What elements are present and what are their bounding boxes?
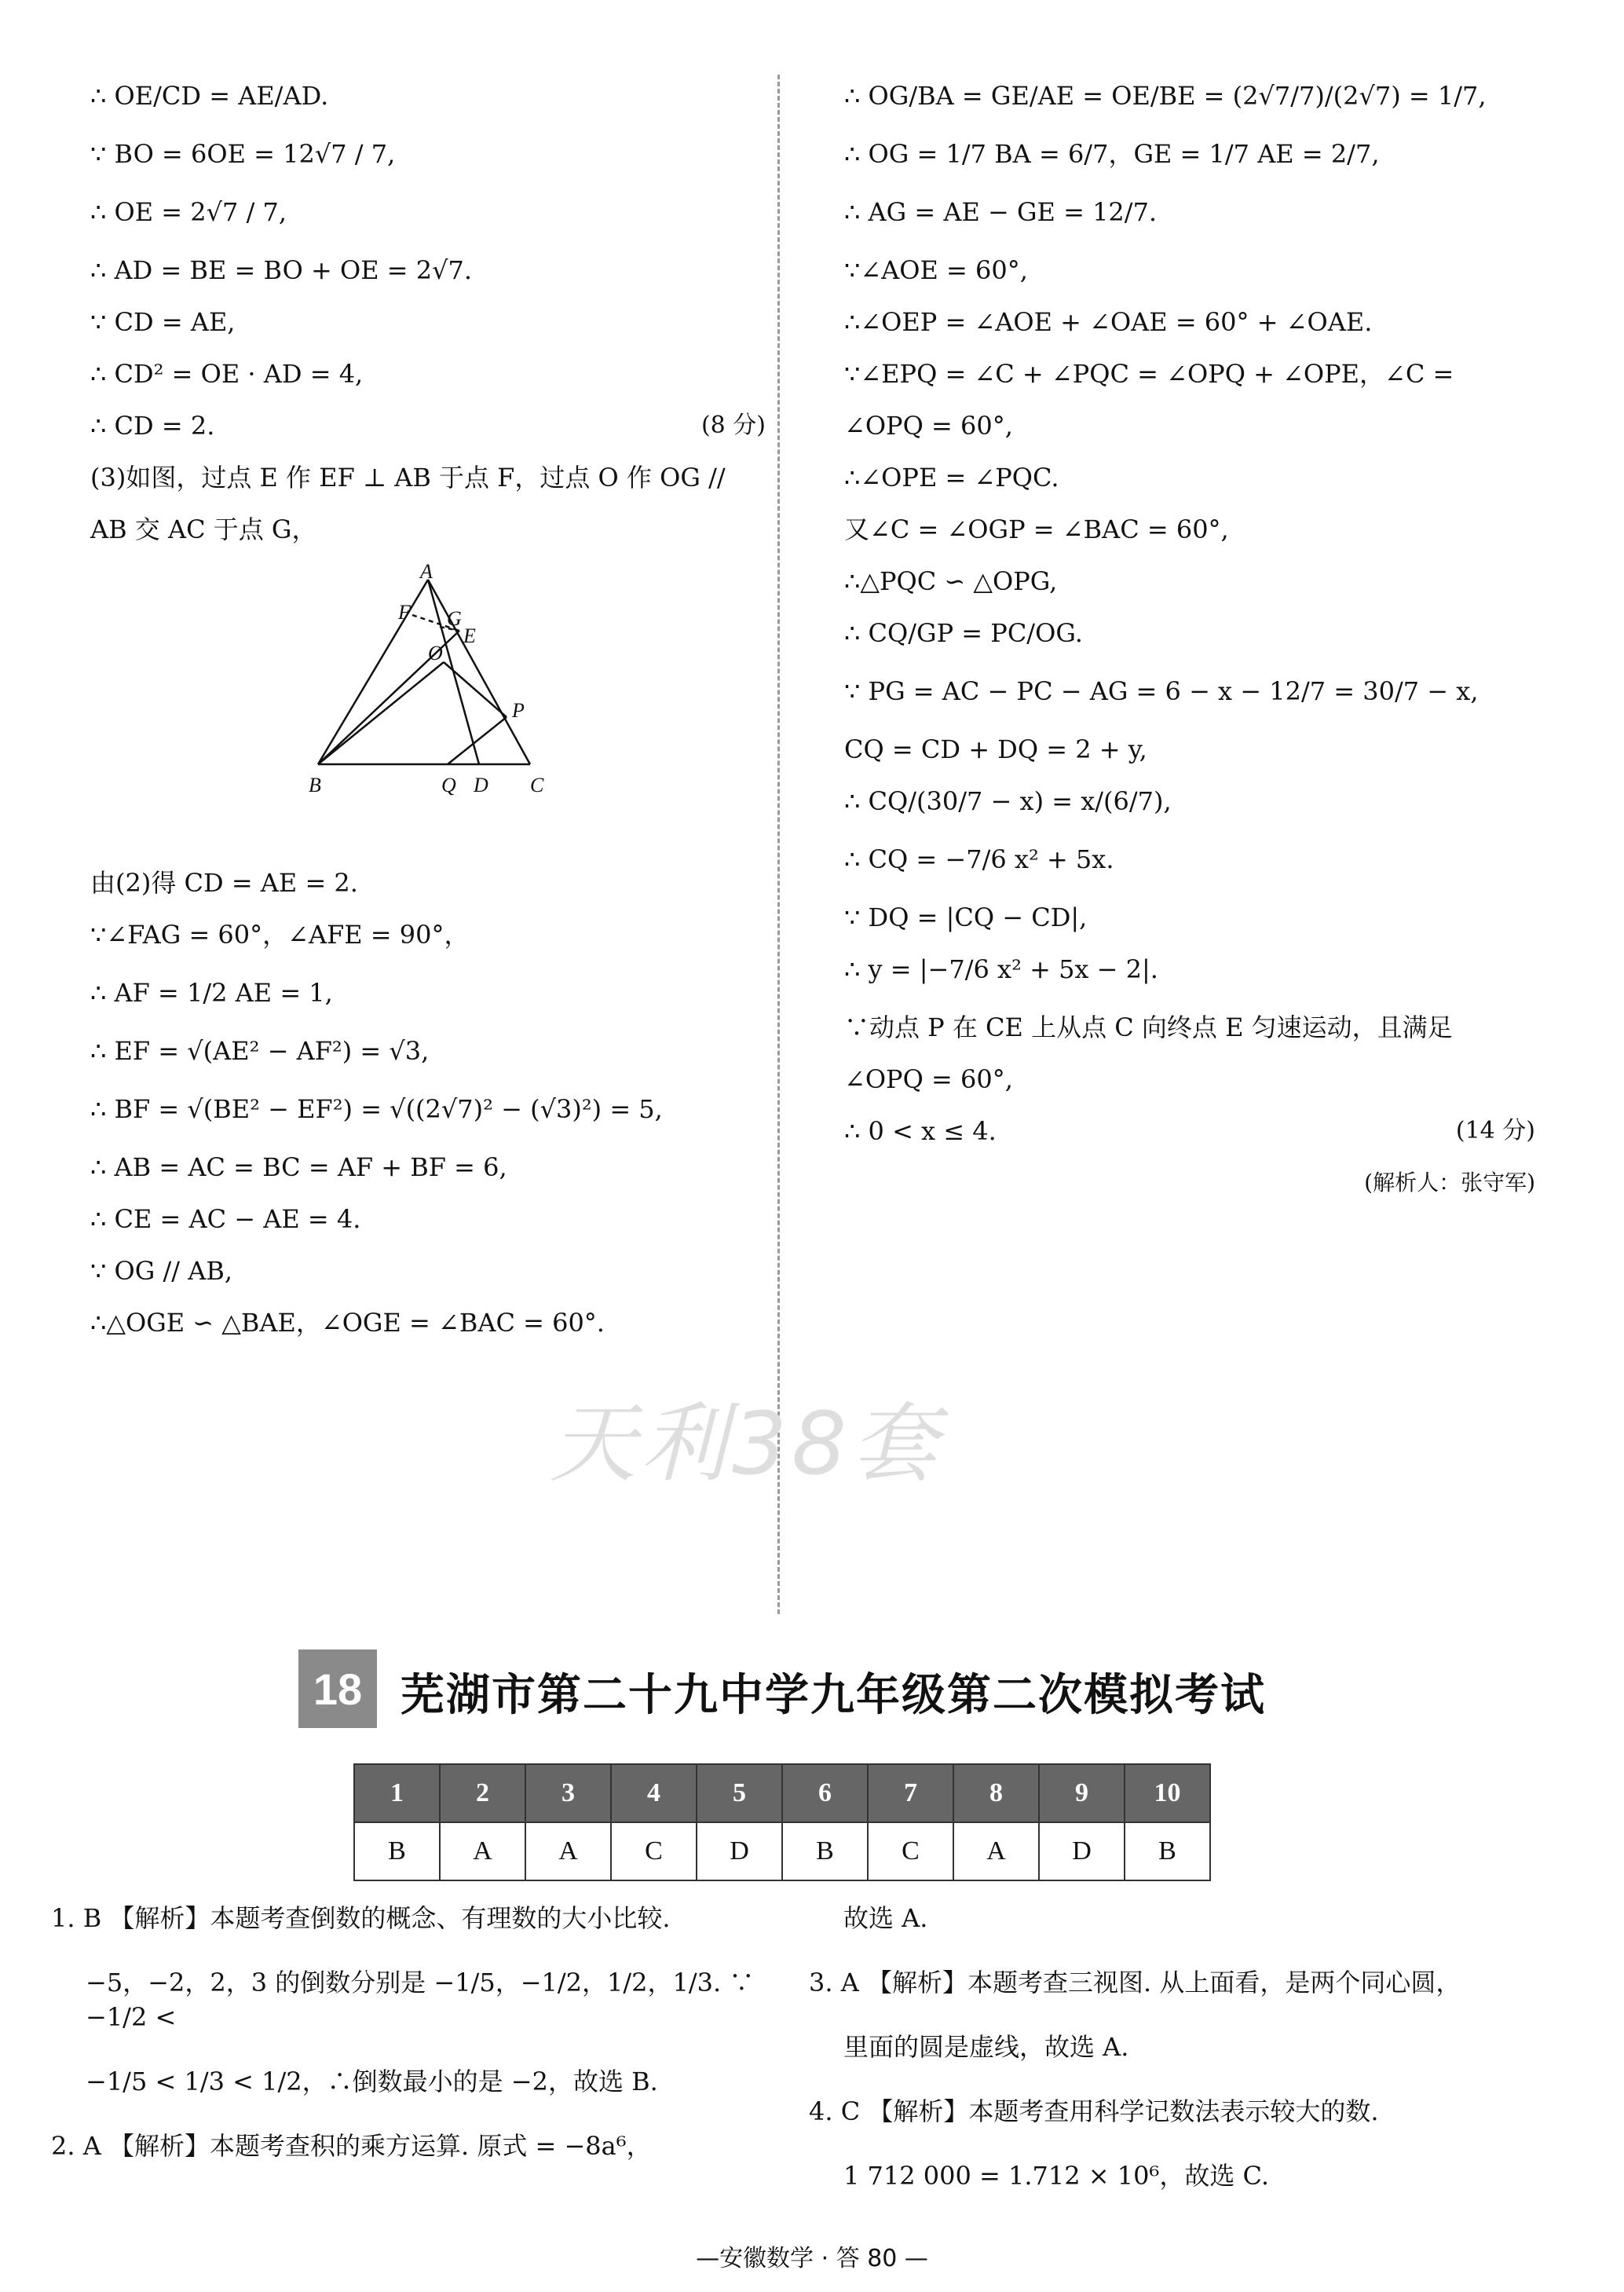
watermark: 天利38套 <box>550 1393 942 1494</box>
score-label: (14 分) <box>1455 1117 1535 1144</box>
answer-cell: B <box>354 1822 440 1880</box>
solution-line: 由(2)得 CD = AE = 2. <box>90 868 358 898</box>
q2-explanation-line1: 2. A 【解析】本题考查积的乘方运算. 原式 = −8a⁶， <box>51 2131 652 2161</box>
solution-line-with-score <box>90 408 766 443</box>
label-B: B <box>309 774 321 796</box>
section-header <box>298 1649 1319 1728</box>
solution-line: ∵ DQ = |CQ − CD|, <box>844 903 1088 932</box>
question-number-cell: 8 <box>953 1764 1039 1822</box>
bottom-left-explanations <box>51 1901 774 2193</box>
solution-line: ∵ PG = AC − PC − AG = 6 − x − 12/7 = 30/7 − x, <box>844 676 1479 706</box>
solution-line: 又∠C = ∠OGP = ∠BAC = 60°, <box>844 514 1229 544</box>
solution-line: ∵ CD = AE, <box>90 307 236 337</box>
solution-line: ∴ CD² = OE · AD = 4, <box>90 359 364 389</box>
question-number-cell: 1 <box>354 1764 440 1822</box>
page-footer: —安徽数学 · 答 80 — <box>696 2245 928 2272</box>
solution-line: ∵∠AOE = 60°, <box>844 255 1028 285</box>
solution-line: ∴ OG = 1/7 BA = 6/7，GE = 1/7 AE = 2/7, <box>844 139 1380 169</box>
label-P: P <box>512 699 525 722</box>
solution-line: ∵ OG // AB, <box>90 1256 233 1286</box>
solution-line: ∴ CE = AC − AE = 4. <box>90 1204 361 1234</box>
solution-line: ∠OPQ = 60°, <box>844 1064 1013 1094</box>
solution-line: ∴ AG = AE − GE = 12/7. <box>844 197 1158 227</box>
question-number-cell: 4 <box>611 1764 697 1822</box>
solution-line: ∴ OE/CD = AE/AD. <box>90 81 329 111</box>
solution-line: ∴ OG/BA = GE/AE = OE/BE = (2√7/7)/(2√7) = 1/7, <box>844 81 1487 111</box>
question-number-cell: 3 <box>525 1764 611 1822</box>
answer-cell: C <box>868 1822 953 1880</box>
label-A: A <box>420 560 433 583</box>
right-column <box>844 79 1535 1197</box>
solution-line: ∴ EF = √(AE² − AF²) = √3, <box>90 1036 430 1066</box>
solution-line: ∵∠EPQ = ∠C + ∠PQC = ∠OPQ + ∠OPE，∠C = <box>844 359 1454 389</box>
solution-line: ∴ AF = 1/2 AE = 1, <box>90 978 333 1008</box>
answer-table-answer-row <box>354 1822 1210 1880</box>
answer-cell: D <box>1039 1822 1125 1880</box>
solution-line: ∴ BF = √(BE² − EF²) = √((2√7)² − (√3)²) = 5, <box>90 1094 663 1124</box>
part3-intro-cont: AB 交 AC 于点 G， <box>90 514 317 544</box>
answer-table <box>353 1763 1211 1881</box>
left-column <box>90 79 766 1357</box>
question-number-cell: 2 <box>440 1764 525 1822</box>
solution-line: ∴ CQ/(30/7 − x) = x/(6/7), <box>844 786 1172 816</box>
q1-explanation-line2: −5，−2，2，3 的倒数分别是 −1/5，−1/2，1/2，1/3. ∵ −1/2 < <box>86 1968 755 2032</box>
analyst-credit: (解析人：张守军) <box>1364 1170 1535 1195</box>
label-G: G <box>447 607 462 630</box>
solution-text: ∴ 0 < x ≤ 4. <box>844 1116 997 1146</box>
solution-line: ∴ CQ/GP = PC/OG. <box>844 618 1083 648</box>
label-C: C <box>530 774 544 796</box>
solution-line: ∴ y = |−7/6 x² + 5x − 2|. <box>844 954 1158 984</box>
solution-line: ∴ CQ = −7/6 x² + 5x. <box>844 844 1114 874</box>
label-E: E <box>463 624 476 647</box>
geometry-figure <box>90 560 766 831</box>
solution-line: ∠OPQ = 60°, <box>844 411 1013 441</box>
section-number: 18 <box>298 1649 377 1728</box>
side-AB <box>318 580 428 764</box>
q1-explanation-line3: −1/5 < 1/3 < 1/2，∴倒数最小的是 −2，故选 B. <box>86 2067 658 2096</box>
segment-OP <box>444 662 507 717</box>
part3-intro: (3)如图，过点 E 作 EF ⊥ AB 于点 F，过点 O 作 OG // <box>90 463 726 492</box>
bottom-right-explanations <box>809 1901 1531 2223</box>
solution-line: CQ = CD + DQ = 2 + y, <box>844 734 1147 764</box>
solution-line: ∵∠FAG = 60°，∠AFE = 90°， <box>90 920 470 950</box>
q3-explanation-line2: 里面的圆是虚线，故选 A. <box>843 2032 1129 2062</box>
question-number-cell: 7 <box>868 1764 953 1822</box>
solution-line: ∴∠OPE = ∠PQC. <box>844 463 1059 492</box>
answer-cell: A <box>525 1822 611 1880</box>
segment-OB <box>318 662 444 764</box>
solution-line: ∵动点 P 在 CE 上从点 C 向终点 E 匀速运动，且满足 <box>844 1012 1453 1042</box>
label-O: O <box>428 642 443 665</box>
label-D: D <box>474 774 488 796</box>
q3-explanation-line1: 3. A 【解析】本题考查三视图. 从上面看，是两个同心圆， <box>809 1968 1461 1997</box>
answer-cell: A <box>953 1822 1039 1880</box>
answer-cell: B <box>782 1822 868 1880</box>
score-label: (8 分) <box>700 412 766 439</box>
answer-cell: B <box>1125 1822 1210 1880</box>
label-F: F <box>398 601 411 624</box>
solution-line-with-score <box>844 1114 1535 1148</box>
solution-line: ∴△PQC ∽ △OPG, <box>844 566 1058 596</box>
solution-line: ∴△OGE ∽ △BAE，∠OGE = ∠BAC = 60°. <box>90 1308 605 1338</box>
solution-line: ∴ AD = BE = BO + OE = 2√7. <box>90 255 473 285</box>
q2-explanation-cont: 故选 A. <box>843 1903 928 1933</box>
section-title: 芜湖市第二十九中学九年级第二次模拟考试 <box>401 1670 1266 1721</box>
question-number-cell: 6 <box>782 1764 868 1822</box>
solution-text: ∴ CD = 2. <box>90 411 215 441</box>
answer-cell: D <box>697 1822 782 1880</box>
solution-line: ∴∠OEP = ∠AOE + ∠OAE = 60° + ∠OAE. <box>844 307 1373 337</box>
solution-line: ∴ OE = 2√7 / 7, <box>90 197 287 227</box>
q4-explanation-line2: 1 712 000 = 1.712 × 10⁶，故选 C. <box>843 2161 1270 2191</box>
question-number-cell: 10 <box>1125 1764 1210 1822</box>
q1-explanation-line1: 1. B 【解析】本题考查倒数的概念、有理数的大小比较. <box>51 1903 671 1933</box>
question-number-cell: 9 <box>1039 1764 1125 1822</box>
side-AC <box>428 580 530 764</box>
solution-line: ∴ AB = AC = BC = AF + BF = 6, <box>90 1152 507 1182</box>
answer-cell: C <box>611 1822 697 1880</box>
question-number-cell: 5 <box>697 1764 782 1822</box>
q4-explanation-line1: 4. C 【解析】本题考查用科学记数法表示较大的数. <box>809 2096 1379 2126</box>
answer-table-header-row <box>354 1764 1210 1822</box>
label-Q: Q <box>441 774 456 796</box>
solution-line: ∵ BO = 6OE = 12√7 / 7, <box>90 139 396 169</box>
answer-cell: A <box>440 1822 525 1880</box>
